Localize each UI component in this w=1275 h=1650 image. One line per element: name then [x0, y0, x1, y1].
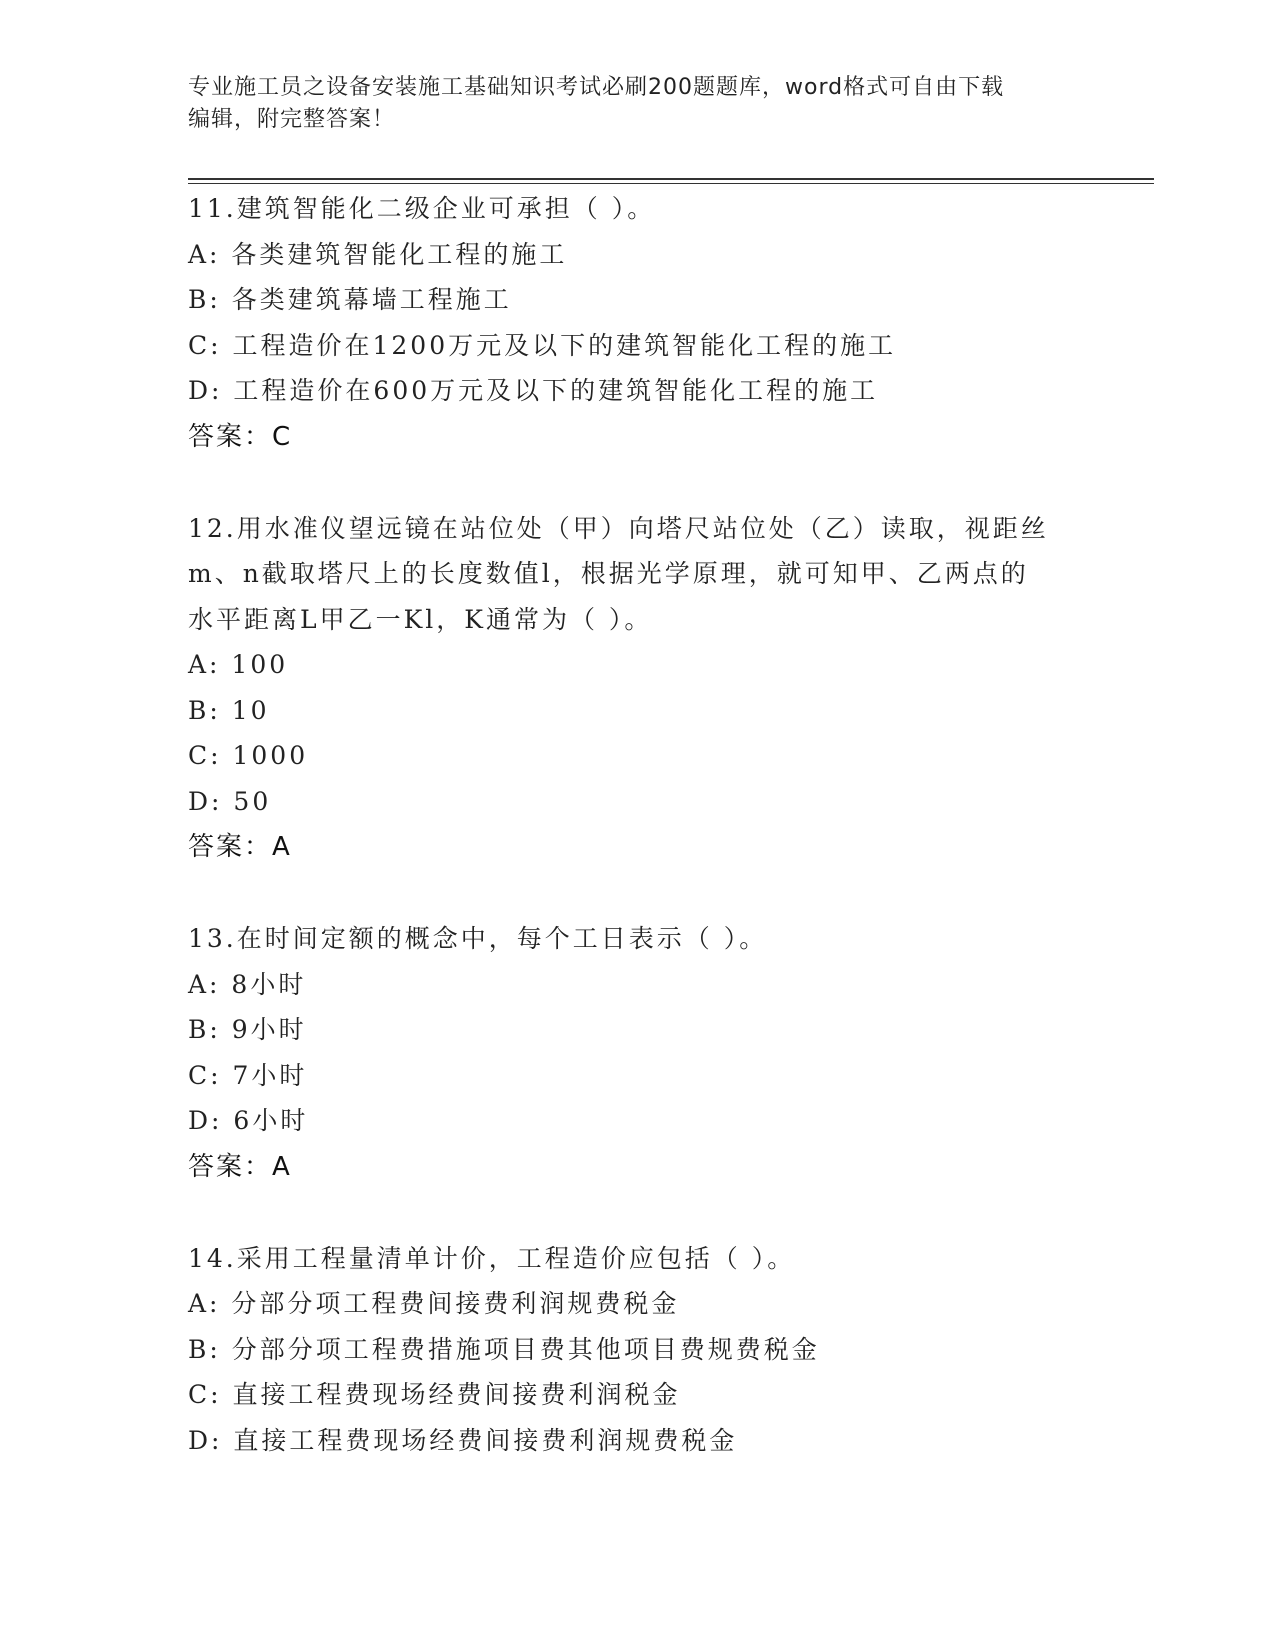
option-b: B: 10 [188, 695, 270, 725]
option-c: C: 工程造价在1200万元及以下的建筑智能化工程的施工 [188, 330, 897, 360]
answer-line: 答案：A [188, 832, 292, 862]
question-stem-line: 13.在时间定额的概念中，每个工日表示（ ）。 [188, 924, 768, 953]
option-d: D: 6小时 [188, 1106, 309, 1135]
question-stem-line: 12.用水准仪望远镜在站位处（甲）向塔尺站位处（乙）读取，视距丝 [188, 513, 1049, 543]
question-stem-line: m、n截取塔尺上的长度数值l，根据光学原理，就可知甲、乙两点的 [188, 559, 1029, 588]
question-12 [188, 506, 1088, 871]
option-d: D: 工程造价在600万元及以下的建筑智能化工程的施工 [188, 376, 879, 405]
option-b: B: 9小时 [188, 1015, 307, 1044]
option-b: B: 分部分项工程费措施项目费其他项目费规费税金 [188, 1334, 820, 1364]
option-c: C: 1000 [188, 741, 309, 770]
question-stem [188, 506, 1088, 643]
question-stem [188, 916, 1088, 962]
option-b: B: 各类建筑幕墙工程施工 [188, 285, 512, 314]
question-13 [188, 916, 1088, 1190]
header-title-line-2: 编辑，附完整答案！ [188, 107, 396, 132]
question-14 [188, 1236, 1088, 1464]
question-stem [188, 186, 1088, 232]
header-divider [188, 178, 1154, 184]
question-stem [188, 1236, 1088, 1282]
option-a: A: 各类建筑智能化工程的施工 [188, 239, 568, 269]
option-d: D: 直接工程费现场经费间接费利润规费税金 [188, 1425, 738, 1455]
option-a: A: 分部分项工程费间接费利润规费税金 [188, 1289, 680, 1318]
option-a: A: 8小时 [188, 969, 307, 999]
question-stem-line: 11.建筑智能化二级企业可承担（ ）。 [188, 194, 656, 223]
header-title-line-1: 专业施工员之设备安装施工基础知识考试必刷200题题库，word格式可自由下载 [188, 75, 1005, 100]
question-stem-line: 14.采用工程量清单计价，工程造价应包括（ ）。 [188, 1243, 796, 1273]
option-d: D: 50 [188, 786, 272, 816]
question-11 [188, 186, 1088, 460]
document-header [188, 72, 1068, 136]
option-c: C: 7小时 [188, 1060, 308, 1090]
option-c: C: 直接工程费现场经费间接费利润税金 [188, 1380, 681, 1409]
answer-line: 答案：A [188, 1151, 292, 1182]
question-stem-line: 水平距离L甲乙一Kl，K通常为（ ）。 [188, 604, 653, 634]
answer-line: 答案：C [188, 421, 293, 452]
question-list [188, 186, 1088, 1509]
option-a: A: 100 [188, 650, 289, 679]
